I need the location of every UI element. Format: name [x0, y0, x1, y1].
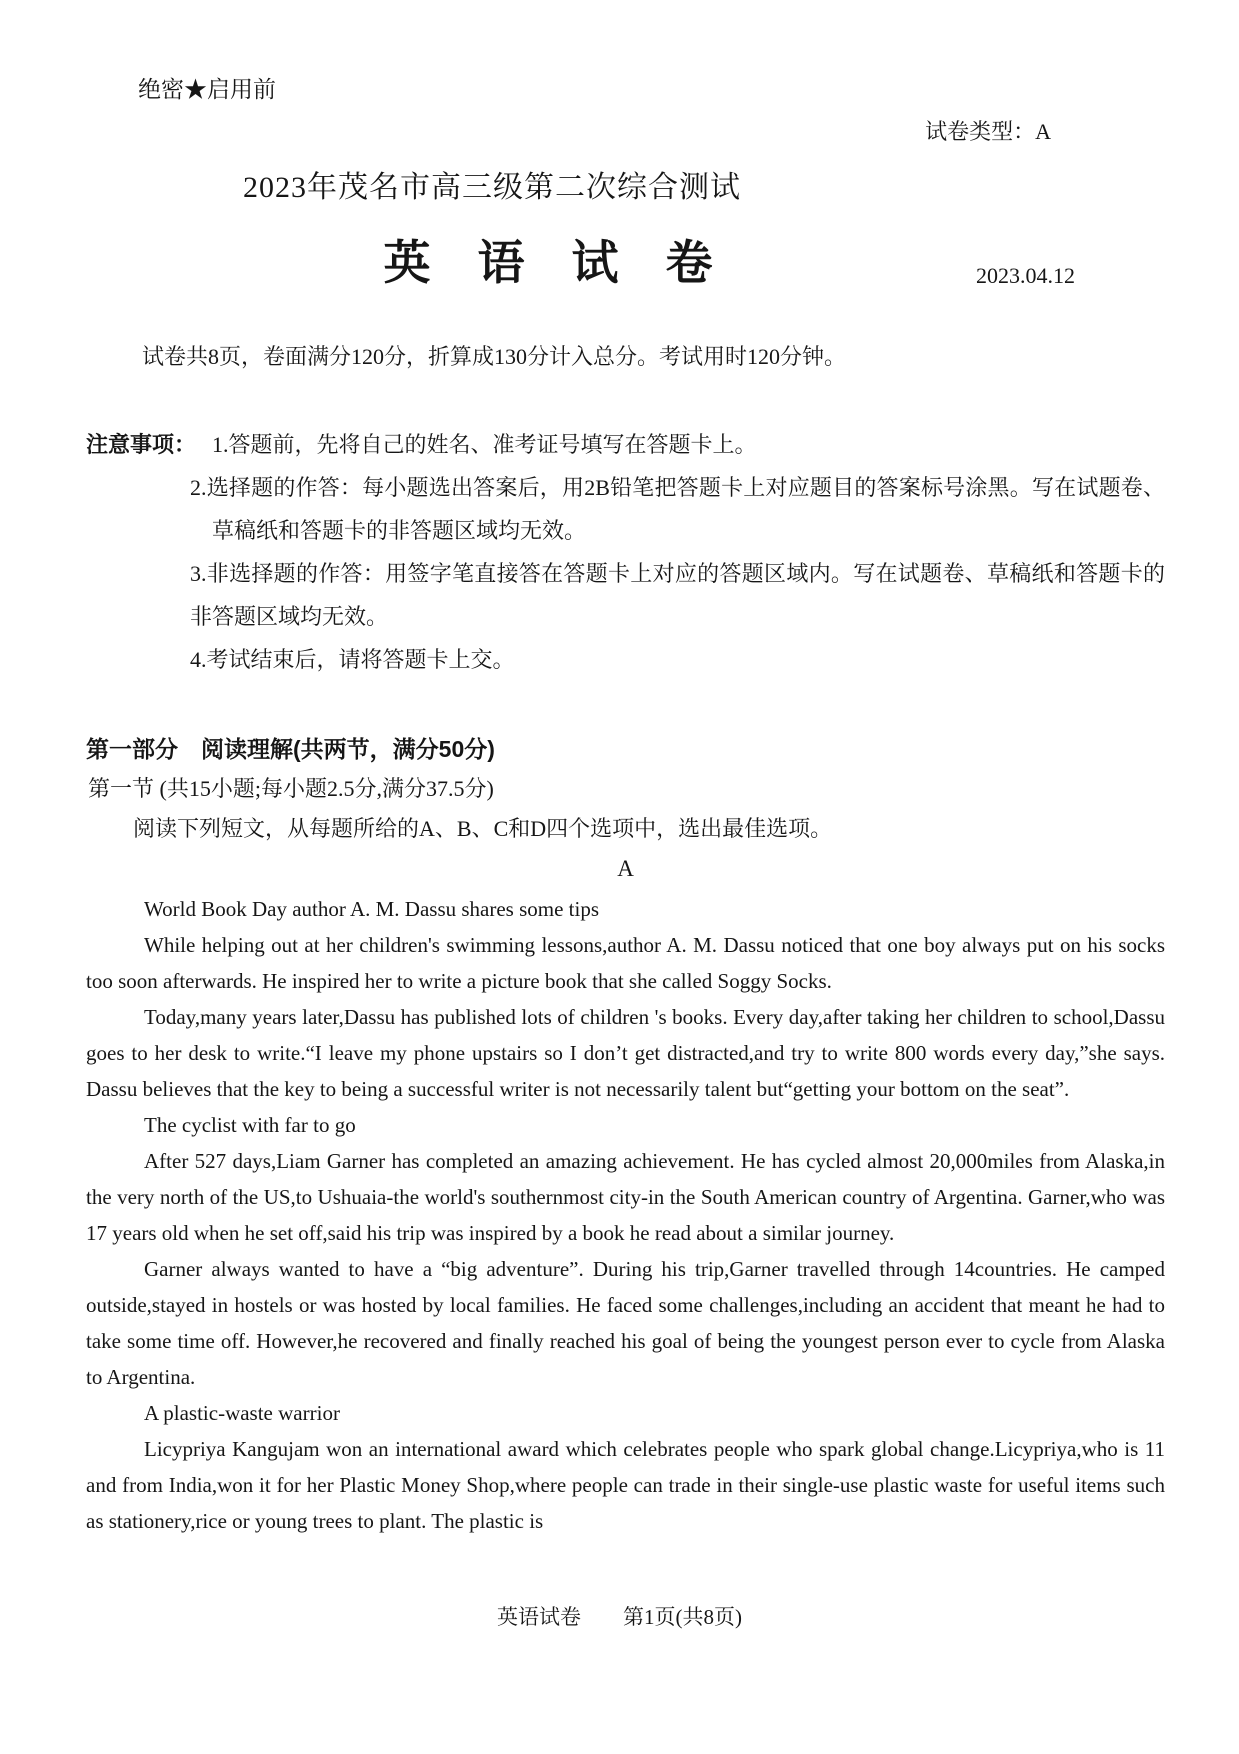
notice-item-3: 3.非选择题的作答：用签字笔直接答在答题卡上对应的答题区域内。写在试题卷、草稿纸和答题卡的非答题区域均无效。 — [190, 561, 1165, 629]
paper-type-label: 试卷类型：A — [925, 119, 1051, 144]
footer-page-number: 第1页(共8页) — [623, 1605, 742, 1629]
subject-title: 英 语 试 卷 — [383, 238, 713, 290]
notice-item-1: 1.答题前，先将自己的姓名、准考证号填写在答题卡上。 — [212, 432, 757, 457]
passage-paragraph: Today,many years later,Dassu has published lots of children 's books. Every day,after taking her children to school,Dassu goes to her desk to write.“I leave my phone upstairs so I don’t get distracted,and try to write 800 words every day,”she says. Dassu believes that the key to being a successful writer is not necessarily talent but“getting your bottom on the seat”. — [86, 1005, 1165, 1101]
passage-subheading: A plastic-waste warrior — [144, 1401, 340, 1425]
passage-a-label: A — [617, 856, 634, 881]
passage-a — [86, 891, 1165, 1539]
reading-instruction: 阅读下列短文，从每题所给的A、B、C和D四个选项中，选出最佳选项。 — [133, 816, 833, 841]
notice-item-2: 2.选择题的作答：每小题选出答案后，用2B铅笔把答题卡上对应题目的答案标号涂黑。写在试题卷、草稿纸和答题卡的非答题区域均无效。 — [190, 475, 1165, 543]
notices-label: 注意事项： — [86, 432, 197, 457]
part1-heading: 第一部分 阅读理解(共两节，满分50分) — [86, 736, 495, 762]
passage-subheading: The cyclist with far to go — [144, 1113, 356, 1137]
footer-doc-label: 英语试卷 — [497, 1605, 581, 1629]
passage-paragraph: While helping out at her children's swimming lessons,author A. M. Dassu noticed that one boy always put on his socks too soon afterwards. He inspired her to write a picture book that she called Soggy Socks. — [86, 933, 1165, 993]
notices-section — [86, 423, 1165, 681]
passage-paragraph: Garner always wanted to have a “big adventure”. During his trip,Garner travelled through 14countries. He camped outside,stayed in hostels or was hosted by local families. He faced some challenges,including an accident that meant he had to take some time off. However,he recovered and finally reached his goal of being the youngest person ever to cycle from Alaska to Argentina. — [86, 1257, 1165, 1389]
exam-date: 2023.04.12 — [976, 263, 1075, 288]
notice-item-4: 4.考试结束后，请将答题卡上交。 — [190, 647, 515, 672]
passage-paragraph: After 527 days,Liam Garner has completed an amazing achievement. He has cycled almost 20,000miles from Alaska,in the very north of the US,to Ushuaia-the world's southernmost city-in the South American country of Argentina. Garner,who was 17 years old when he set off,said his trip was inspired by a book he read about a similar journey. — [86, 1149, 1165, 1245]
passage-paragraph: Licypriya Kangujam won an international award which celebrates people who spark global change.Licypriya,who is 11 and from India,won it for her Plastic Money Shop,where people can trade in their single-use plastic waste for useful items such as stationery,rice or young trees to plant. The plastic is — [86, 1437, 1165, 1533]
paper-summary: 试卷共8页，卷面满分120分，折算成130分计入总分。考试用时120分钟。 — [142, 344, 847, 369]
subject-title-row — [86, 235, 1165, 293]
exam-title: 2023年茂名市高三级第二次综合测试 — [243, 171, 741, 204]
page-footer — [0, 1602, 1239, 1632]
notice-row-1 — [86, 423, 1165, 466]
section1-heading: 第一节 (共15小题;每小题2.5分,满分37.5分) — [88, 776, 494, 801]
passage-title: World Book Day author A. M. Dassu shares some tips — [144, 897, 600, 921]
classification-label: 绝密★启用前 — [138, 77, 276, 102]
